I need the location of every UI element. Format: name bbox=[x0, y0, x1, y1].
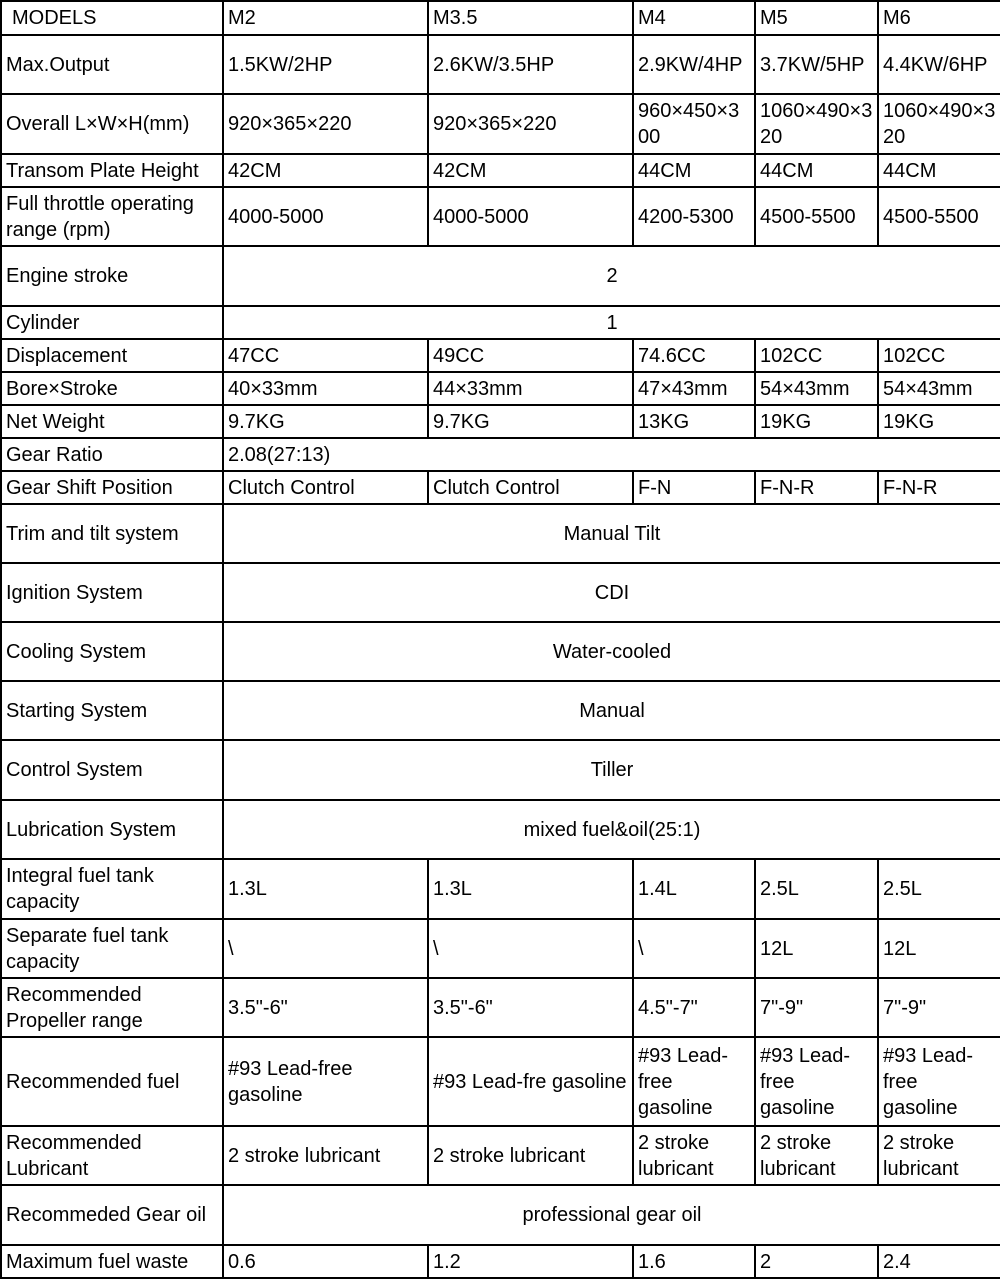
value-cell: 102CC bbox=[755, 339, 878, 372]
value-cell: 12L bbox=[755, 919, 878, 978]
value-cell: 44CM bbox=[878, 154, 1000, 187]
model-cell: M5 bbox=[755, 1, 878, 35]
table-row bbox=[1, 978, 1000, 1037]
value-cell: 49CC bbox=[428, 339, 633, 372]
row-label: Maximum fuel waste bbox=[1, 1245, 223, 1278]
table-row bbox=[1, 622, 1000, 681]
value-cell: 19KG bbox=[878, 405, 1000, 438]
table-row bbox=[1, 94, 1000, 154]
table-row bbox=[1, 187, 1000, 246]
value-cell: 42CM bbox=[428, 154, 633, 187]
value-cell: 44CM bbox=[755, 154, 878, 187]
row-label: Transom Plate Height bbox=[1, 154, 223, 187]
value-cell: 3.5"-6" bbox=[223, 978, 428, 1037]
row-label: Cooling System bbox=[1, 622, 223, 681]
table-row bbox=[1, 246, 1000, 306]
value-cell: 4.5"-7" bbox=[633, 978, 755, 1037]
model-cell: M2 bbox=[223, 1, 428, 35]
row-label: Starting System bbox=[1, 681, 223, 740]
table-row bbox=[1, 306, 1000, 339]
merged-value-cell: Manual bbox=[223, 681, 1000, 740]
row-label: Recommended Lubricant bbox=[1, 1126, 223, 1185]
value-cell: 1060×490×320 bbox=[878, 94, 1000, 154]
row-label: Full throttle operating range (rpm) bbox=[1, 187, 223, 246]
table-row bbox=[1, 471, 1000, 504]
value-cell: 2 stroke lubricant bbox=[428, 1126, 633, 1185]
merged-value-cell: professional gear oil bbox=[223, 1185, 1000, 1245]
value-cell: 2.6KW/3.5HP bbox=[428, 35, 633, 94]
value-cell: 42CM bbox=[223, 154, 428, 187]
header-label: MODELS bbox=[1, 1, 223, 35]
table-row bbox=[1, 919, 1000, 978]
table-row bbox=[1, 1126, 1000, 1185]
value-cell: 4200-5300 bbox=[633, 187, 755, 246]
merged-value-cell: Water-cooled bbox=[223, 622, 1000, 681]
row-label: Ignition System bbox=[1, 563, 223, 622]
model-cell: M6 bbox=[878, 1, 1000, 35]
value-cell: \ bbox=[428, 919, 633, 978]
value-cell: F-N-R bbox=[755, 471, 878, 504]
table-row bbox=[1, 740, 1000, 800]
value-cell: 2.5L bbox=[755, 859, 878, 919]
merged-value-cell: Manual Tilt bbox=[223, 504, 1000, 563]
row-label: Engine stroke bbox=[1, 246, 223, 306]
table-row bbox=[1, 405, 1000, 438]
table-row bbox=[1, 372, 1000, 405]
value-cell: 920×365×220 bbox=[428, 94, 633, 154]
value-cell: 2 bbox=[755, 1245, 878, 1278]
value-cell: 960×450×300 bbox=[633, 94, 755, 154]
row-label: Recommeded Gear oil bbox=[1, 1185, 223, 1245]
value-cell: 47CC bbox=[223, 339, 428, 372]
value-cell: 54×43mm bbox=[878, 372, 1000, 405]
row-label: Net Weight bbox=[1, 405, 223, 438]
value-cell: 102CC bbox=[878, 339, 1000, 372]
table-row bbox=[1, 1185, 1000, 1245]
row-label: Integral fuel tank capacity bbox=[1, 859, 223, 919]
value-cell: 2 stroke lubricant bbox=[755, 1126, 878, 1185]
value-cell: #93 Lead-free gasoline bbox=[633, 1037, 755, 1126]
value-cell: 4000-5000 bbox=[428, 187, 633, 246]
value-cell: Clutch Control bbox=[223, 471, 428, 504]
row-label: Trim and tilt system bbox=[1, 504, 223, 563]
value-cell: 7"-9" bbox=[755, 978, 878, 1037]
value-cell: 2.4 bbox=[878, 1245, 1000, 1278]
value-cell: 44×33mm bbox=[428, 372, 633, 405]
row-label: Displacement bbox=[1, 339, 223, 372]
table-row bbox=[1, 563, 1000, 622]
table-row bbox=[1, 1037, 1000, 1126]
value-cell: 2.9KW/4HP bbox=[633, 35, 755, 94]
table-row bbox=[1, 800, 1000, 859]
value-cell: 47×43mm bbox=[633, 372, 755, 405]
value-cell: 2.5L bbox=[878, 859, 1000, 919]
value-cell: 1060×490×320 bbox=[755, 94, 878, 154]
value-cell: #93 Lead-fre gasoline bbox=[428, 1037, 633, 1126]
table-row bbox=[1, 859, 1000, 919]
merged-value-cell: 2 bbox=[223, 246, 1000, 306]
value-cell: 13KG bbox=[633, 405, 755, 438]
row-label: Cylinder bbox=[1, 306, 223, 339]
merged-value-cell: 2.08(27:13) bbox=[223, 438, 1000, 471]
model-cell: M3.5 bbox=[428, 1, 633, 35]
value-cell: #93 Lead-free gasoline bbox=[755, 1037, 878, 1126]
value-cell: 1.2 bbox=[428, 1245, 633, 1278]
value-cell: 4.4KW/6HP bbox=[878, 35, 1000, 94]
value-cell: #93 Lead-free gasoline bbox=[223, 1037, 428, 1126]
value-cell: 1.5KW/2HP bbox=[223, 35, 428, 94]
value-cell: 40×33mm bbox=[223, 372, 428, 405]
value-cell: 74.6CC bbox=[633, 339, 755, 372]
value-cell: 1.3L bbox=[428, 859, 633, 919]
value-cell: #93 Lead-free gasoline bbox=[878, 1037, 1000, 1126]
row-label: Max.Output bbox=[1, 35, 223, 94]
row-label: Bore×Stroke bbox=[1, 372, 223, 405]
value-cell: 19KG bbox=[755, 405, 878, 438]
value-cell: 4500-5500 bbox=[878, 187, 1000, 246]
row-label: Separate fuel tank capacity bbox=[1, 919, 223, 978]
merged-value-cell: Tiller bbox=[223, 740, 1000, 800]
value-cell: 0.6 bbox=[223, 1245, 428, 1278]
value-cell: 54×43mm bbox=[755, 372, 878, 405]
merged-value-cell: mixed fuel&oil(25:1) bbox=[223, 800, 1000, 859]
table-row bbox=[1, 339, 1000, 372]
header-row bbox=[1, 1, 1000, 35]
value-cell: 1.4L bbox=[633, 859, 755, 919]
value-cell: 2 stroke lubricant bbox=[633, 1126, 755, 1185]
value-cell: 3.5"-6" bbox=[428, 978, 633, 1037]
value-cell: 1.3L bbox=[223, 859, 428, 919]
value-cell: 12L bbox=[878, 919, 1000, 978]
value-cell: F-N-R bbox=[878, 471, 1000, 504]
value-cell: 2 stroke lubricant bbox=[223, 1126, 428, 1185]
value-cell: 1.6 bbox=[633, 1245, 755, 1278]
value-cell: Clutch Control bbox=[428, 471, 633, 504]
value-cell: 2 stroke lubricant bbox=[878, 1126, 1000, 1185]
table-row bbox=[1, 504, 1000, 563]
row-label: Recommended fuel bbox=[1, 1037, 223, 1126]
model-cell: M4 bbox=[633, 1, 755, 35]
row-label: Control System bbox=[1, 740, 223, 800]
value-cell: 44CM bbox=[633, 154, 755, 187]
value-cell: 920×365×220 bbox=[223, 94, 428, 154]
table-row bbox=[1, 35, 1000, 94]
table-row bbox=[1, 681, 1000, 740]
value-cell: 9.7KG bbox=[428, 405, 633, 438]
row-label: Overall L×W×H(mm) bbox=[1, 94, 223, 154]
merged-value-cell: CDI bbox=[223, 563, 1000, 622]
table-row bbox=[1, 154, 1000, 187]
value-cell: 4500-5500 bbox=[755, 187, 878, 246]
table-row bbox=[1, 438, 1000, 471]
value-cell: 7"-9" bbox=[878, 978, 1000, 1037]
value-cell: \ bbox=[223, 919, 428, 978]
value-cell: F-N bbox=[633, 471, 755, 504]
value-cell: \ bbox=[633, 919, 755, 978]
merged-value-cell: 1 bbox=[223, 306, 1000, 339]
row-label: Gear Shift Position bbox=[1, 471, 223, 504]
value-cell: 4000-5000 bbox=[223, 187, 428, 246]
row-label: Lubrication System bbox=[1, 800, 223, 859]
value-cell: 9.7KG bbox=[223, 405, 428, 438]
table-row bbox=[1, 1245, 1000, 1278]
row-label: Gear Ratio bbox=[1, 438, 223, 471]
row-label: Recommended Propeller range bbox=[1, 978, 223, 1037]
value-cell: 3.7KW/5HP bbox=[755, 35, 878, 94]
